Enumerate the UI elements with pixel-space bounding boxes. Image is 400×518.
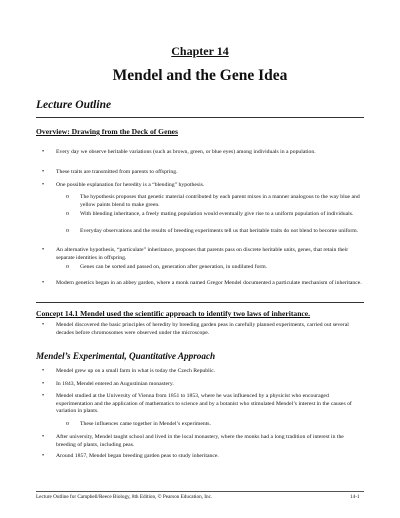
bullet: • bbox=[42, 182, 45, 188]
list-item: Modern genetics began in an abbey garden, where a monk named Gregor Mendel documented a particulate mechanism of inheritance. bbox=[56, 280, 362, 286]
list-subitem: Genes can be sorted and passed on, generation after generation, in undiluted form. bbox=[80, 264, 268, 270]
page-number: 14-1 bbox=[350, 494, 360, 500]
list-subitem: The hypothesis proposes that genetic material contributed by each parent mixes in a manner analogous to the way blue and yellow paints blend to make green. bbox=[80, 194, 360, 208]
footer-citation: Lecture Outline for Campbell/Reece Biology, 8th Edition, © Pearson Education, Inc. bbox=[36, 494, 213, 500]
footer-divider bbox=[36, 491, 364, 492]
bullet: • bbox=[42, 381, 45, 387]
bullet: • bbox=[42, 368, 45, 374]
page-title: Mendel and the Gene Idea bbox=[112, 67, 288, 84]
list-subitem: These influences came together in Mendel’s experiments. bbox=[80, 421, 211, 427]
sub-bullet: o bbox=[66, 421, 69, 427]
divider bbox=[36, 302, 364, 303]
sub-bullet: o bbox=[66, 211, 69, 217]
sub-bullet: o bbox=[66, 228, 69, 234]
bullet: • bbox=[42, 247, 45, 253]
list-item: In 1843, Mendel entered an Augustinian monastery. bbox=[56, 381, 174, 387]
list-item: One possible explanation for heredity is a “blending” hypothesis. bbox=[56, 182, 205, 188]
sub-bullet: o bbox=[66, 264, 69, 270]
list-subitem: Everyday observations and the results of breeding experiments tell us that heritable traits do not blend to become uniform. bbox=[80, 228, 359, 234]
list-item: Mendel grew up on a small farm in what is today the Czech Republic. bbox=[56, 368, 216, 374]
bullet: • bbox=[42, 453, 45, 459]
sub-bullet: o bbox=[66, 194, 69, 200]
bullet: • bbox=[42, 169, 45, 175]
section-heading-overview: Overview: Drawing from the Deck of Genes bbox=[36, 127, 178, 136]
list-item: Mendel discovered the basic principles of heredity by breeding garden peas in carefully planned experiments, carried out several decades before chromosomes were observed under the microscope. bbox=[56, 322, 349, 336]
list-item: After university, Mendel taught school and lived in the local monastery, where the monks had a long tradition of interest in the breeding of plants, including peas. bbox=[56, 434, 344, 448]
divider bbox=[36, 117, 364, 118]
list-item: An alternative hypothesis, “particulate” inheritance, proposes that parents pass on discrete heritable units, genes, that retain their separate identities in offspring. bbox=[56, 247, 349, 261]
section-heading-concept-14-1: Concept 14.1 Mendel used the scientific approach to identify two laws of inheritance. bbox=[36, 309, 311, 318]
bullet: • bbox=[42, 393, 45, 399]
list-item: These traits are transmitted from parents to offspring. bbox=[56, 169, 178, 175]
bullet: • bbox=[42, 149, 45, 155]
subheading-experimental-approach: Mendel’s Experimental, Quantitative Approach bbox=[36, 351, 216, 361]
bullet: • bbox=[42, 322, 45, 328]
lecture-outline-heading: Lecture Outline bbox=[36, 99, 112, 111]
bullet: • bbox=[42, 280, 45, 286]
chapter-label: Chapter 14 bbox=[171, 44, 229, 58]
list-item: Mendel studied at the University of Vienna from 1851 to 1853, where he was influenced by a physicist who encouraged experimentation and the application of mathematics to science and by a botanist who stimulated Mendel’s interest in the causes of variation in plants. bbox=[56, 393, 352, 415]
bullet: • bbox=[42, 434, 45, 440]
list-item: Around 1857, Mendel began breeding garden peas to study inheritance. bbox=[56, 453, 219, 459]
list-item: Every day we observe heritable variations (such as brown, green, or blue eyes) among individuals in a population. bbox=[56, 149, 316, 155]
list-subitem: With blending inheritance, a freely mating population would eventually give rise to a uniform population of individuals. bbox=[80, 211, 354, 217]
